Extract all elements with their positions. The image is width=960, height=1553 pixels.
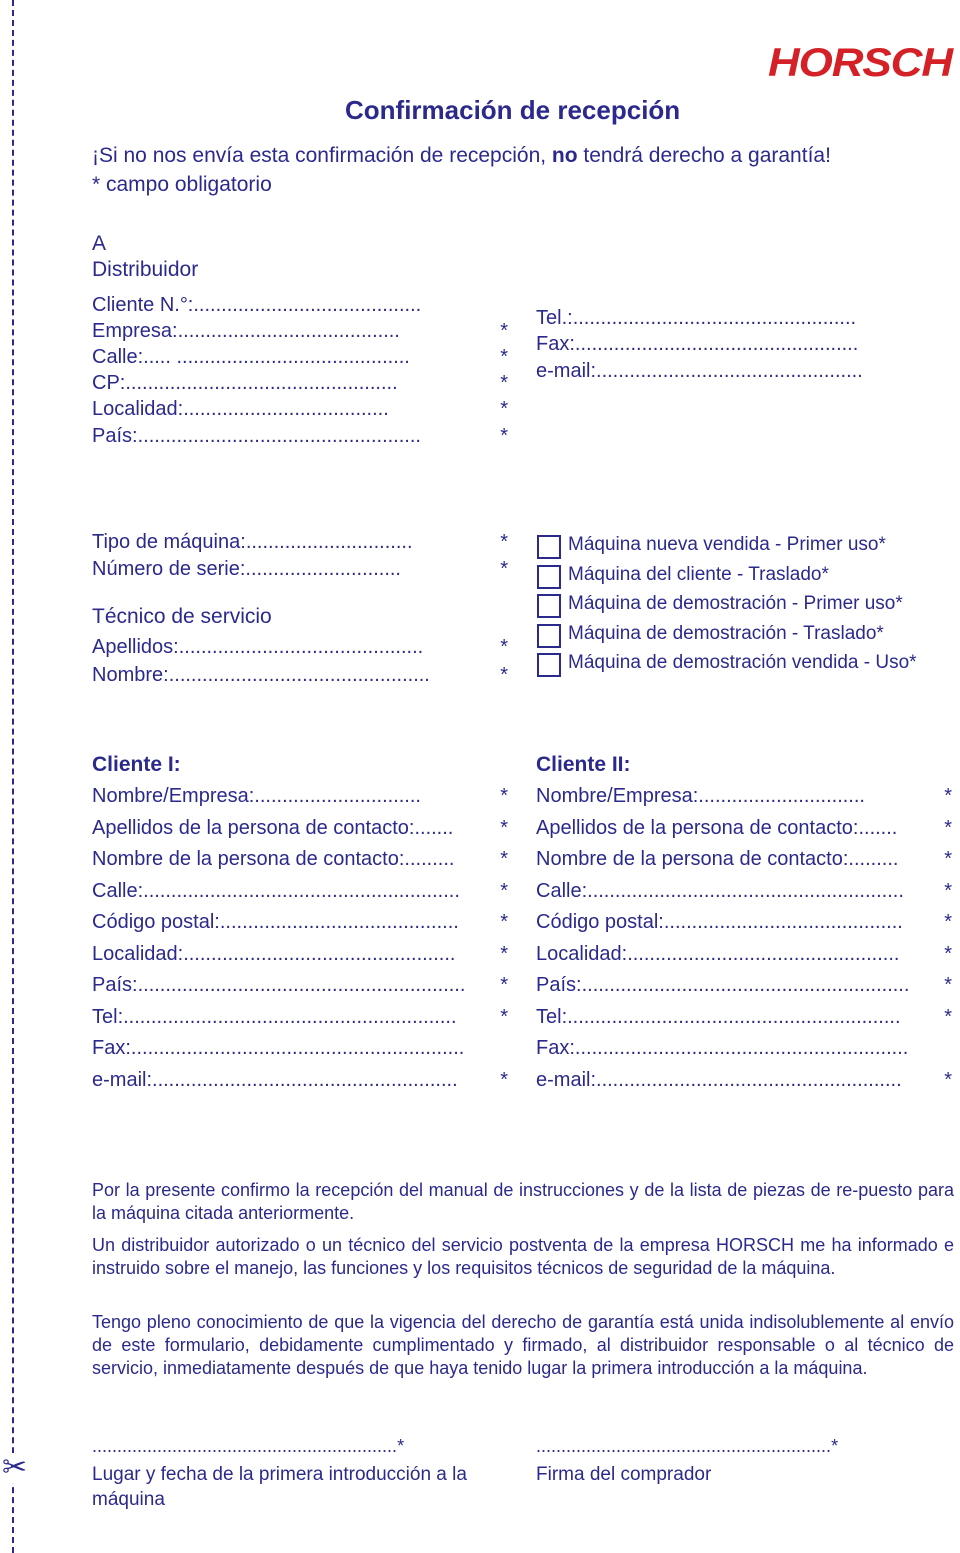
field-dots: ........................................................... [581,974,910,996]
paragraph-instruction: Un distribuidor autorizado o un técnico del servicio postventa de la empresa HORSCH me ha informado e instruido sobre el manejo, las funciones y los requisitos técnicos de seguridad de la máquina. [92,1235,954,1278]
field-label: País: [536,974,582,996]
required-mark: * [500,398,508,420]
field-label: Código postal: [92,911,220,933]
option-label-2: Máquina de demostración - Primer uso* [568,593,903,614]
horsch-logo [766,40,954,82]
field-label: Fax: [536,333,575,355]
signature-left-line[interactable] [92,1436,404,1457]
option-label-3: Máquina de demostración - Traslado* [568,622,884,644]
required-mark: * [944,879,952,902]
field-dots: ......................................................... [587,879,904,902]
page-title: Confirmación de recepción [345,95,681,125]
dealer-field-4[interactable] [92,396,508,422]
field-label: Calle: [92,879,144,902]
customer1-field-9[interactable] [92,1067,508,1093]
signature-left-dots: ............................................................. [92,1436,398,1456]
field-dots: ............................................ [178,636,424,658]
field-label: Nombre/Empresa: [536,785,699,807]
dealer-field-0[interactable] [92,292,508,318]
field-dots: ............................................... [168,664,430,686]
required-mark: * [944,974,952,996]
field-dots: ....................................................... [152,1068,458,1091]
customer1-field-3[interactable] [92,878,508,904]
field-label: Nombre de la persona de contacto: [536,848,849,870]
field-label: Número de serie: [92,558,246,580]
option-label-1: Máquina del cliente - Traslado* [568,563,829,585]
dealer-field-5[interactable] [92,423,508,449]
required-mark: * [500,879,508,902]
field-dots: ............................................................ [574,1037,909,1059]
field-dots: ....... [414,816,454,839]
customer1-field-6[interactable] [92,972,508,998]
signature-right-line[interactable] [536,1436,838,1457]
field-dots: ............................................................ [123,1005,457,1028]
required-mark: * [500,425,508,447]
field-label: e-mail: [536,1068,597,1091]
notice-text-2: tendrá derecho a garantía! [577,144,831,167]
required-mark: * [500,1005,508,1028]
required-mark: * [831,1436,839,1456]
required-mark: * [500,558,508,580]
field-label: Tel: [92,1005,124,1028]
field-label: Calle: [92,346,144,368]
customer2-field-0[interactable] [536,783,952,809]
customer1-field-4[interactable] [92,909,508,935]
field-label: Localidad: [92,398,184,420]
option-checkbox-2[interactable] [537,594,561,618]
field-dots: ........................................... [663,911,903,933]
customer2-heading: Cliente II: [536,753,631,776]
field-label: País: [92,425,138,447]
dealer-field-3[interactable] [92,370,508,396]
required-mark: * [944,848,952,870]
required-mark: * [500,785,508,807]
field-label: Empresa: [92,320,178,342]
machine-field-1[interactable] [92,556,508,582]
field-dots: .............................. [245,531,413,553]
dealer-field-2[interactable] [92,344,508,370]
required-mark: * [500,346,508,368]
field-dots: ................................................. [183,942,456,965]
notice-emphasis: no [551,144,578,167]
customer2-field-4[interactable] [536,909,952,935]
required-mark: * [500,911,508,933]
field-dots: ................................................... [137,425,421,447]
field-label: Apellidos de la persona de contacto: [92,816,415,839]
required-mark: * [500,320,508,342]
field-dots: ............................................................ [567,1005,901,1028]
warranty-notice [92,143,831,169]
required-mark: * [397,1436,405,1456]
customer1-field-8[interactable] [92,1035,508,1061]
customer2-field-7[interactable] [536,1004,952,1030]
field-dots: ........................................................... [137,974,466,996]
field-label: Tel: [536,1005,568,1028]
required-mark: * [944,1005,952,1028]
customer1-field-5[interactable] [92,941,508,967]
dealer-field-1[interactable] [92,318,508,344]
customer1-field-1[interactable] [92,815,508,841]
technician-field-0[interactable] [92,634,508,660]
dealer-contact-field-2[interactable] [536,358,942,384]
customer2-field-2[interactable] [536,846,952,872]
paragraph-receipt: Por la presente confirmo la recepción del manual de instrucciones y de la lista de piezas de re-puesto para la máquina citada anteriormente. [92,1180,954,1223]
customer1-heading: Cliente I: [92,753,181,776]
signature-right-dots: ........................................................... [536,1436,832,1456]
field-label: Fax: [92,1037,131,1059]
field-dots: ................................................. [125,372,398,394]
field-label: Apellidos: [92,636,179,658]
customer2-field-5[interactable] [536,941,952,967]
signature-left-label: Lugar y fecha de la primera introducción a la máquina [92,1464,467,1510]
dealer-contact-field-1[interactable] [536,331,942,357]
customer2-field-8[interactable] [536,1035,952,1061]
field-label: Apellidos de la persona de contacto: [536,816,859,839]
field-label: e-mail: [536,360,597,382]
technician-field-1[interactable] [92,662,508,688]
signature-right-label: Firma del comprador [536,1464,712,1485]
field-label: Localidad: [92,942,184,965]
required-note: * campo obligatorio [92,173,272,196]
required-mark: * [500,942,508,965]
field-dots: ....................................................... [596,1068,902,1091]
field-dots: ......... [848,848,899,870]
required-mark: * [500,664,508,686]
option-checkbox-3[interactable] [537,624,561,648]
field-dots: ..... .......................................... [143,346,410,368]
field-dots: .............................. [698,785,865,807]
technician-heading: Técnico de servicio [92,605,272,628]
field-label: Localidad: [536,942,628,965]
field-label: Calle: [536,879,588,902]
field-label: e-mail: [92,1068,153,1091]
required-mark: * [944,785,952,807]
field-dots: ............................................................ [130,1037,465,1059]
required-mark: * [944,942,952,965]
option-checkbox-0[interactable] [537,535,561,559]
customer1-field-0[interactable] [92,783,508,809]
dealer-contact-field-0[interactable] [536,305,942,331]
field-dots: ......................................................... [143,879,460,902]
recipient-prefix: A [92,232,107,255]
field-label: Nombre de la persona de contacto: [92,848,405,870]
field-label: Tel.: [536,307,573,329]
customer2-field-9[interactable] [536,1067,952,1093]
field-dots: ..................................... [183,398,389,420]
customer1-field-2[interactable] [92,846,508,872]
required-mark: * [500,636,508,658]
notice-text-1: ¡Si no nos envía esta confirmación de recepción, [92,144,552,167]
field-dots: ........................................... [219,911,459,933]
field-dots: ................................................ [596,360,863,382]
option-checkbox-1[interactable] [537,565,561,589]
required-mark: * [500,372,508,394]
option-label-0: Máquina nueva vendida - Primer uso* [568,534,886,555]
field-label: Fax: [536,1037,575,1059]
field-label: Nombre/Empresa: [92,785,255,807]
field-dots: ................................................... [574,333,859,355]
required-mark: * [500,816,508,839]
customer2-field-6[interactable] [536,972,952,998]
required-mark: * [944,911,952,933]
field-label: Tipo de máquina: [92,531,246,553]
machine-field-0[interactable] [92,529,508,555]
field-label: Código postal: [536,911,664,933]
field-dots: ........................................ [177,320,400,342]
field-dots: ......... [404,848,455,870]
option-label-4: Máquina de demostración vendida - Uso* [568,652,917,673]
required-mark: * [944,816,952,839]
field-dots: ......................................... [193,294,422,316]
field-label: País: [92,974,138,996]
field-dots: ....... [858,816,898,839]
field-dots: ................................................... [572,307,857,329]
scissors-icon: ✂ [2,1450,28,1485]
customer2-field-1[interactable] [536,815,952,841]
paragraph-warranty: Tengo pleno conocimiento de que la vigencia del derecho de garantía está unida indisolublemente al envío de este formulario, debidamente cumplimentado y firmado, al distribuidor responsable o al técnico de servicio, inmediatamente después de que haya tenido lugar la primera introducción a la máquina. [92,1312,954,1378]
option-checkbox-4[interactable] [537,653,561,677]
required-mark: * [500,974,508,996]
cut-line [12,0,14,1553]
field-label: CP: [92,372,126,394]
field-label: Cliente N.°: [92,294,194,316]
required-mark: * [500,848,508,870]
required-mark: * [500,531,508,553]
field-label: Nombre: [92,664,169,686]
required-mark: * [944,1068,952,1091]
logo-text: HORSCH [768,41,954,82]
field-dots: .............................. [254,785,421,807]
recipient-label: Distribuidor [92,258,199,281]
field-dots: ............................ [245,558,401,580]
customer1-field-7[interactable] [92,1004,508,1030]
required-mark: * [500,1068,508,1091]
field-dots: ................................................. [627,942,900,965]
customer2-field-3[interactable] [536,878,952,904]
